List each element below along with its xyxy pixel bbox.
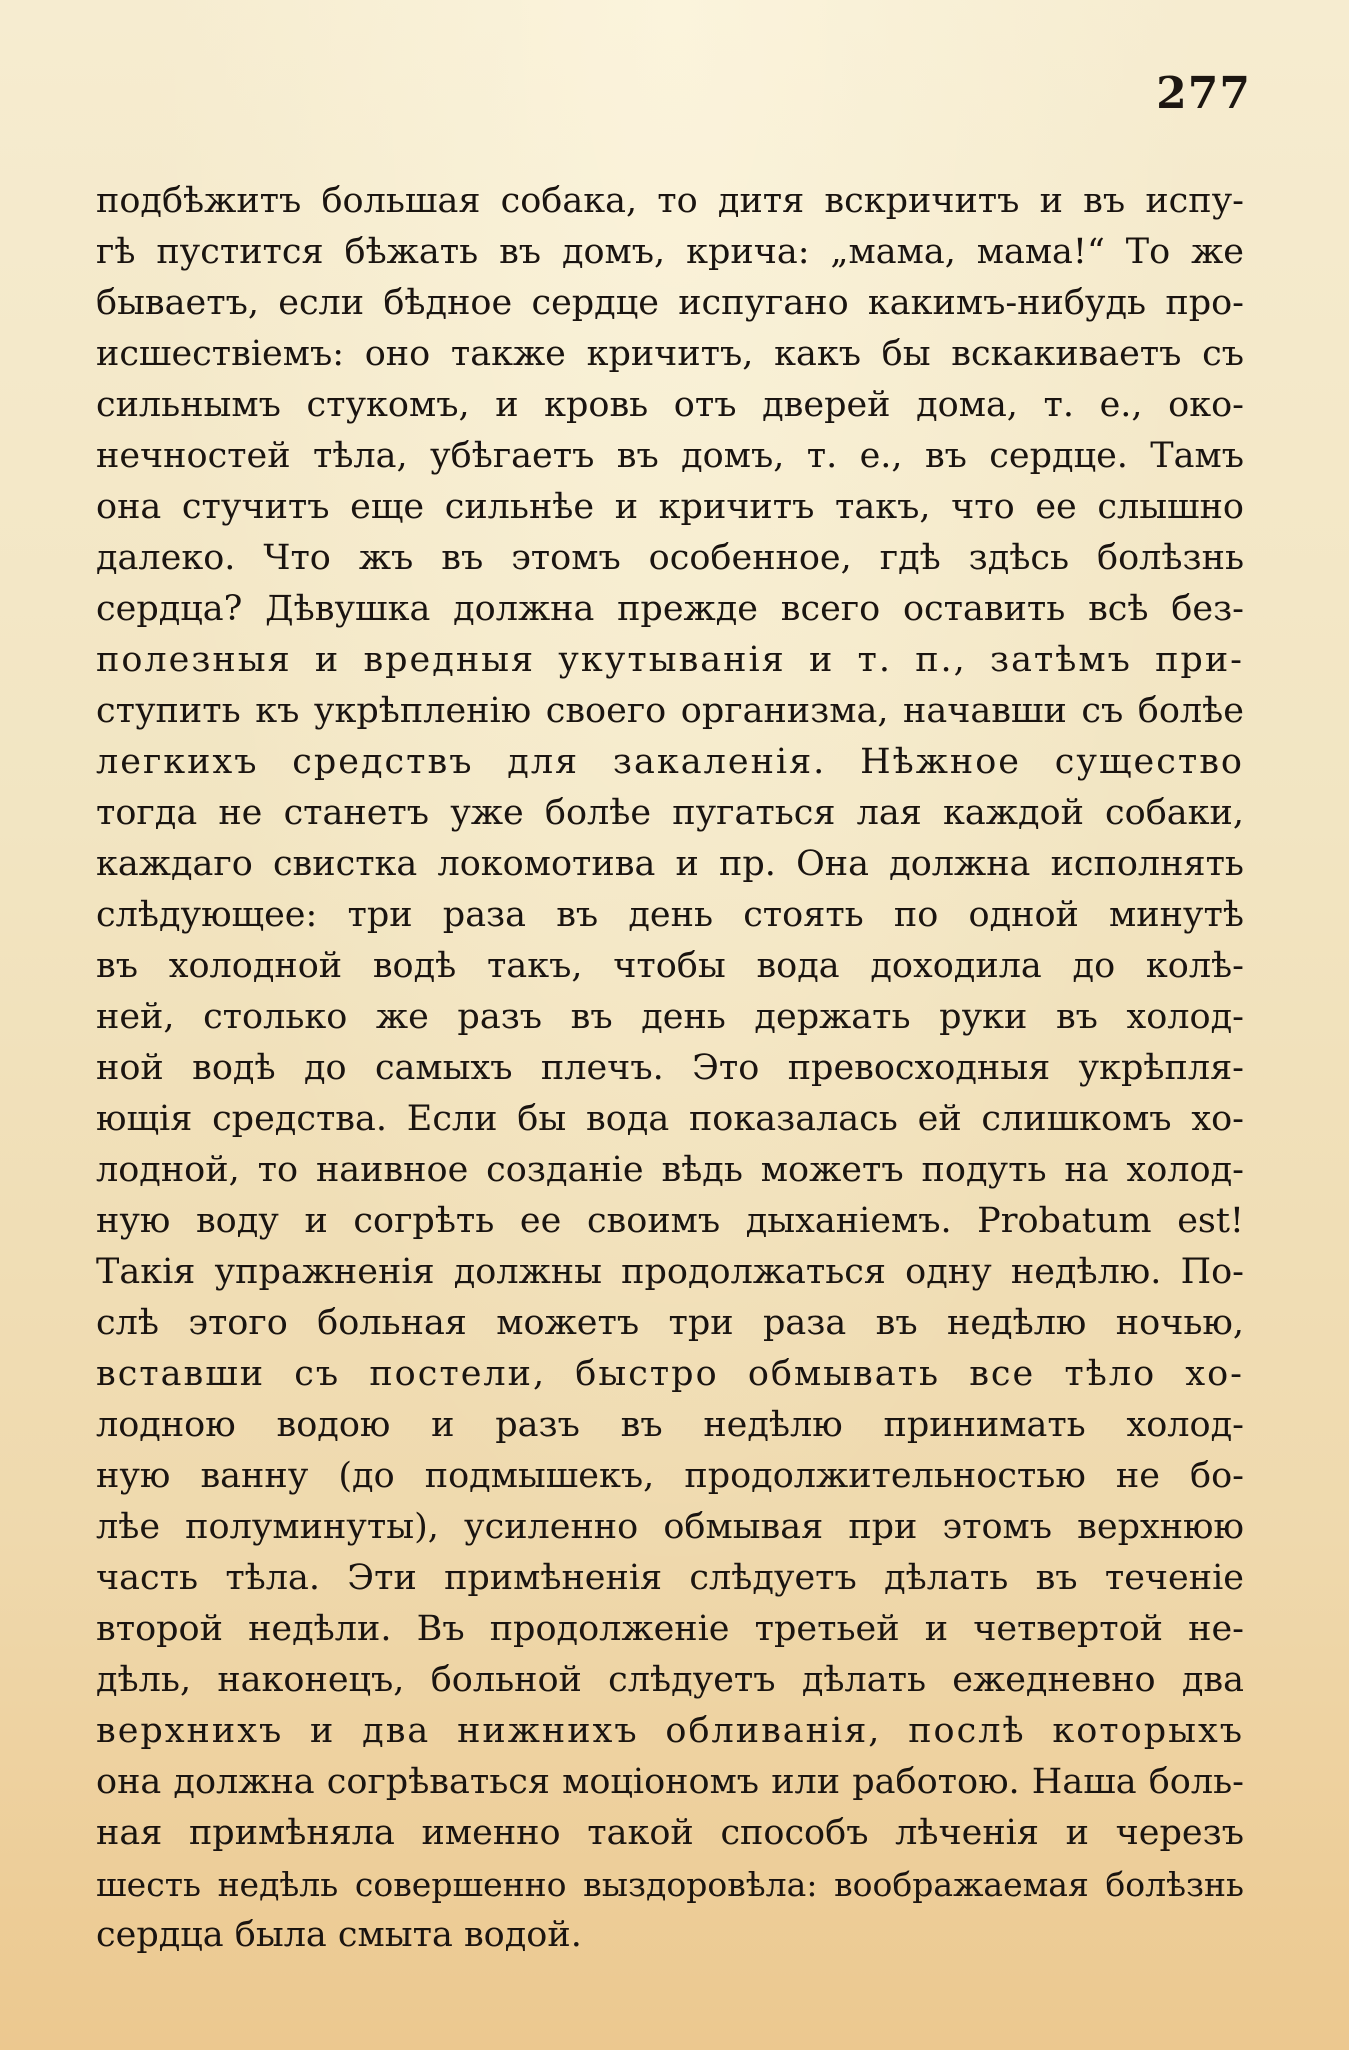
text-line: ной водѣ до самыхъ плечъ. Это превосходныя укрѣпля- — [96, 1048, 1244, 1088]
text-line: бываетъ, если бѣдное сердце испугано какимъ-нибудь про- — [96, 283, 1244, 323]
text-line: ющія средства. Если бы вода показалась ей слишкомъ хо- — [96, 1099, 1244, 1139]
text-line: дѣль, наконецъ, больной слѣдуетъ дѣлать ежедневно два — [96, 1660, 1244, 1700]
text-line: лодною водою и разъ въ недѣлю принимать холод- — [96, 1405, 1244, 1445]
text-line: тогда не станетъ уже болѣе пугаться лая каждой собаки, — [96, 793, 1244, 833]
text-line: каждаго свистка локомотива и пр. Она должна исполнять — [96, 844, 1244, 884]
text-line: сердца была смыта водой. — [96, 1915, 582, 1955]
text-line: нечностей тѣла, убѣгаетъ въ домъ, т. е., въ сердце. Тамъ — [96, 436, 1244, 476]
text-line: слѣдующее: три раза въ день стоять по одной минутѣ — [96, 895, 1244, 935]
text-line: ную воду и согрѣть ее своимъ дыханіемъ. Probatum est! — [96, 1201, 1244, 1241]
text-line: часть тѣла. Эти примѣненія слѣдуетъ дѣлать въ теченіе — [96, 1558, 1244, 1598]
text-line: ней, столько же разъ въ день держать руки въ холод- — [96, 997, 1244, 1037]
text-line: ступить къ укрѣпленію своего организма, начавши съ болѣе — [96, 691, 1244, 731]
text-line: второй недѣли. Въ продолженіе третьей и четвертой не- — [96, 1609, 1244, 1649]
text-line: въ холодной водѣ такъ, чтобы вода доходила до колѣ- — [96, 946, 1244, 986]
text-line: вставши съ постели, быстро обмывать все тѣло хо- — [96, 1354, 1244, 1394]
text-line: легкихъ средствъ для закаленія. Нѣжное существо — [96, 742, 1244, 782]
text-line: сердца? Дѣвушка должна прежде всего оставить всѣ без- — [96, 589, 1244, 629]
text-line: гѣ пустится бѣжать въ домъ, крича: „мама, мама!“ То же — [96, 232, 1244, 272]
text-line: она стучитъ еще сильнѣе и кричитъ такъ, что ее слышно — [96, 487, 1244, 527]
page-number: 277 — [1156, 68, 1251, 119]
text-line: лодной, то наивное созданіе вѣдь можетъ подуть на холод- — [96, 1150, 1244, 1190]
text-line: лѣе полуминуты), усиленно обмывая при этомъ верхнюю — [96, 1507, 1244, 1547]
text-line: далеко. Что жъ въ этомъ особенное, гдѣ здѣсь болѣзнь — [96, 538, 1244, 578]
body-text — [96, 176, 1244, 1961]
text-line: подбѣжитъ большая собака, то дитя вскричитъ и въ испу- — [96, 181, 1244, 221]
text-line: верхнихъ и два нижнихъ обливанія, послѣ которыхъ — [96, 1711, 1244, 1751]
text-line: ную ванну (до подмышекъ, продолжительностью не бо- — [96, 1456, 1244, 1496]
text-line: она должна согрѣваться моціономъ или работою. Наша боль- — [96, 1762, 1244, 1802]
text-line: полезныя и вредныя укутыванія и т. п., затѣмъ при- — [96, 640, 1244, 680]
text-line: слѣ этого больная можетъ три раза въ недѣлю ночью, — [96, 1303, 1244, 1343]
text-line: Такія упражненія должны продолжаться одну недѣлю. По- — [96, 1252, 1244, 1292]
text-line: исшествіемъ: оно также кричитъ, какъ бы вскакиваетъ съ — [96, 334, 1244, 374]
text-line: ная примѣняла именно такой способъ лѣченія и черезъ — [96, 1813, 1244, 1853]
text-line: шесть недѣль совершенно выздоровѣла: воображаемая болѣзнь — [96, 1865, 1244, 1904]
text-line: сильнымъ стукомъ, и кровь отъ дверей дома, т. е., око- — [96, 385, 1244, 425]
